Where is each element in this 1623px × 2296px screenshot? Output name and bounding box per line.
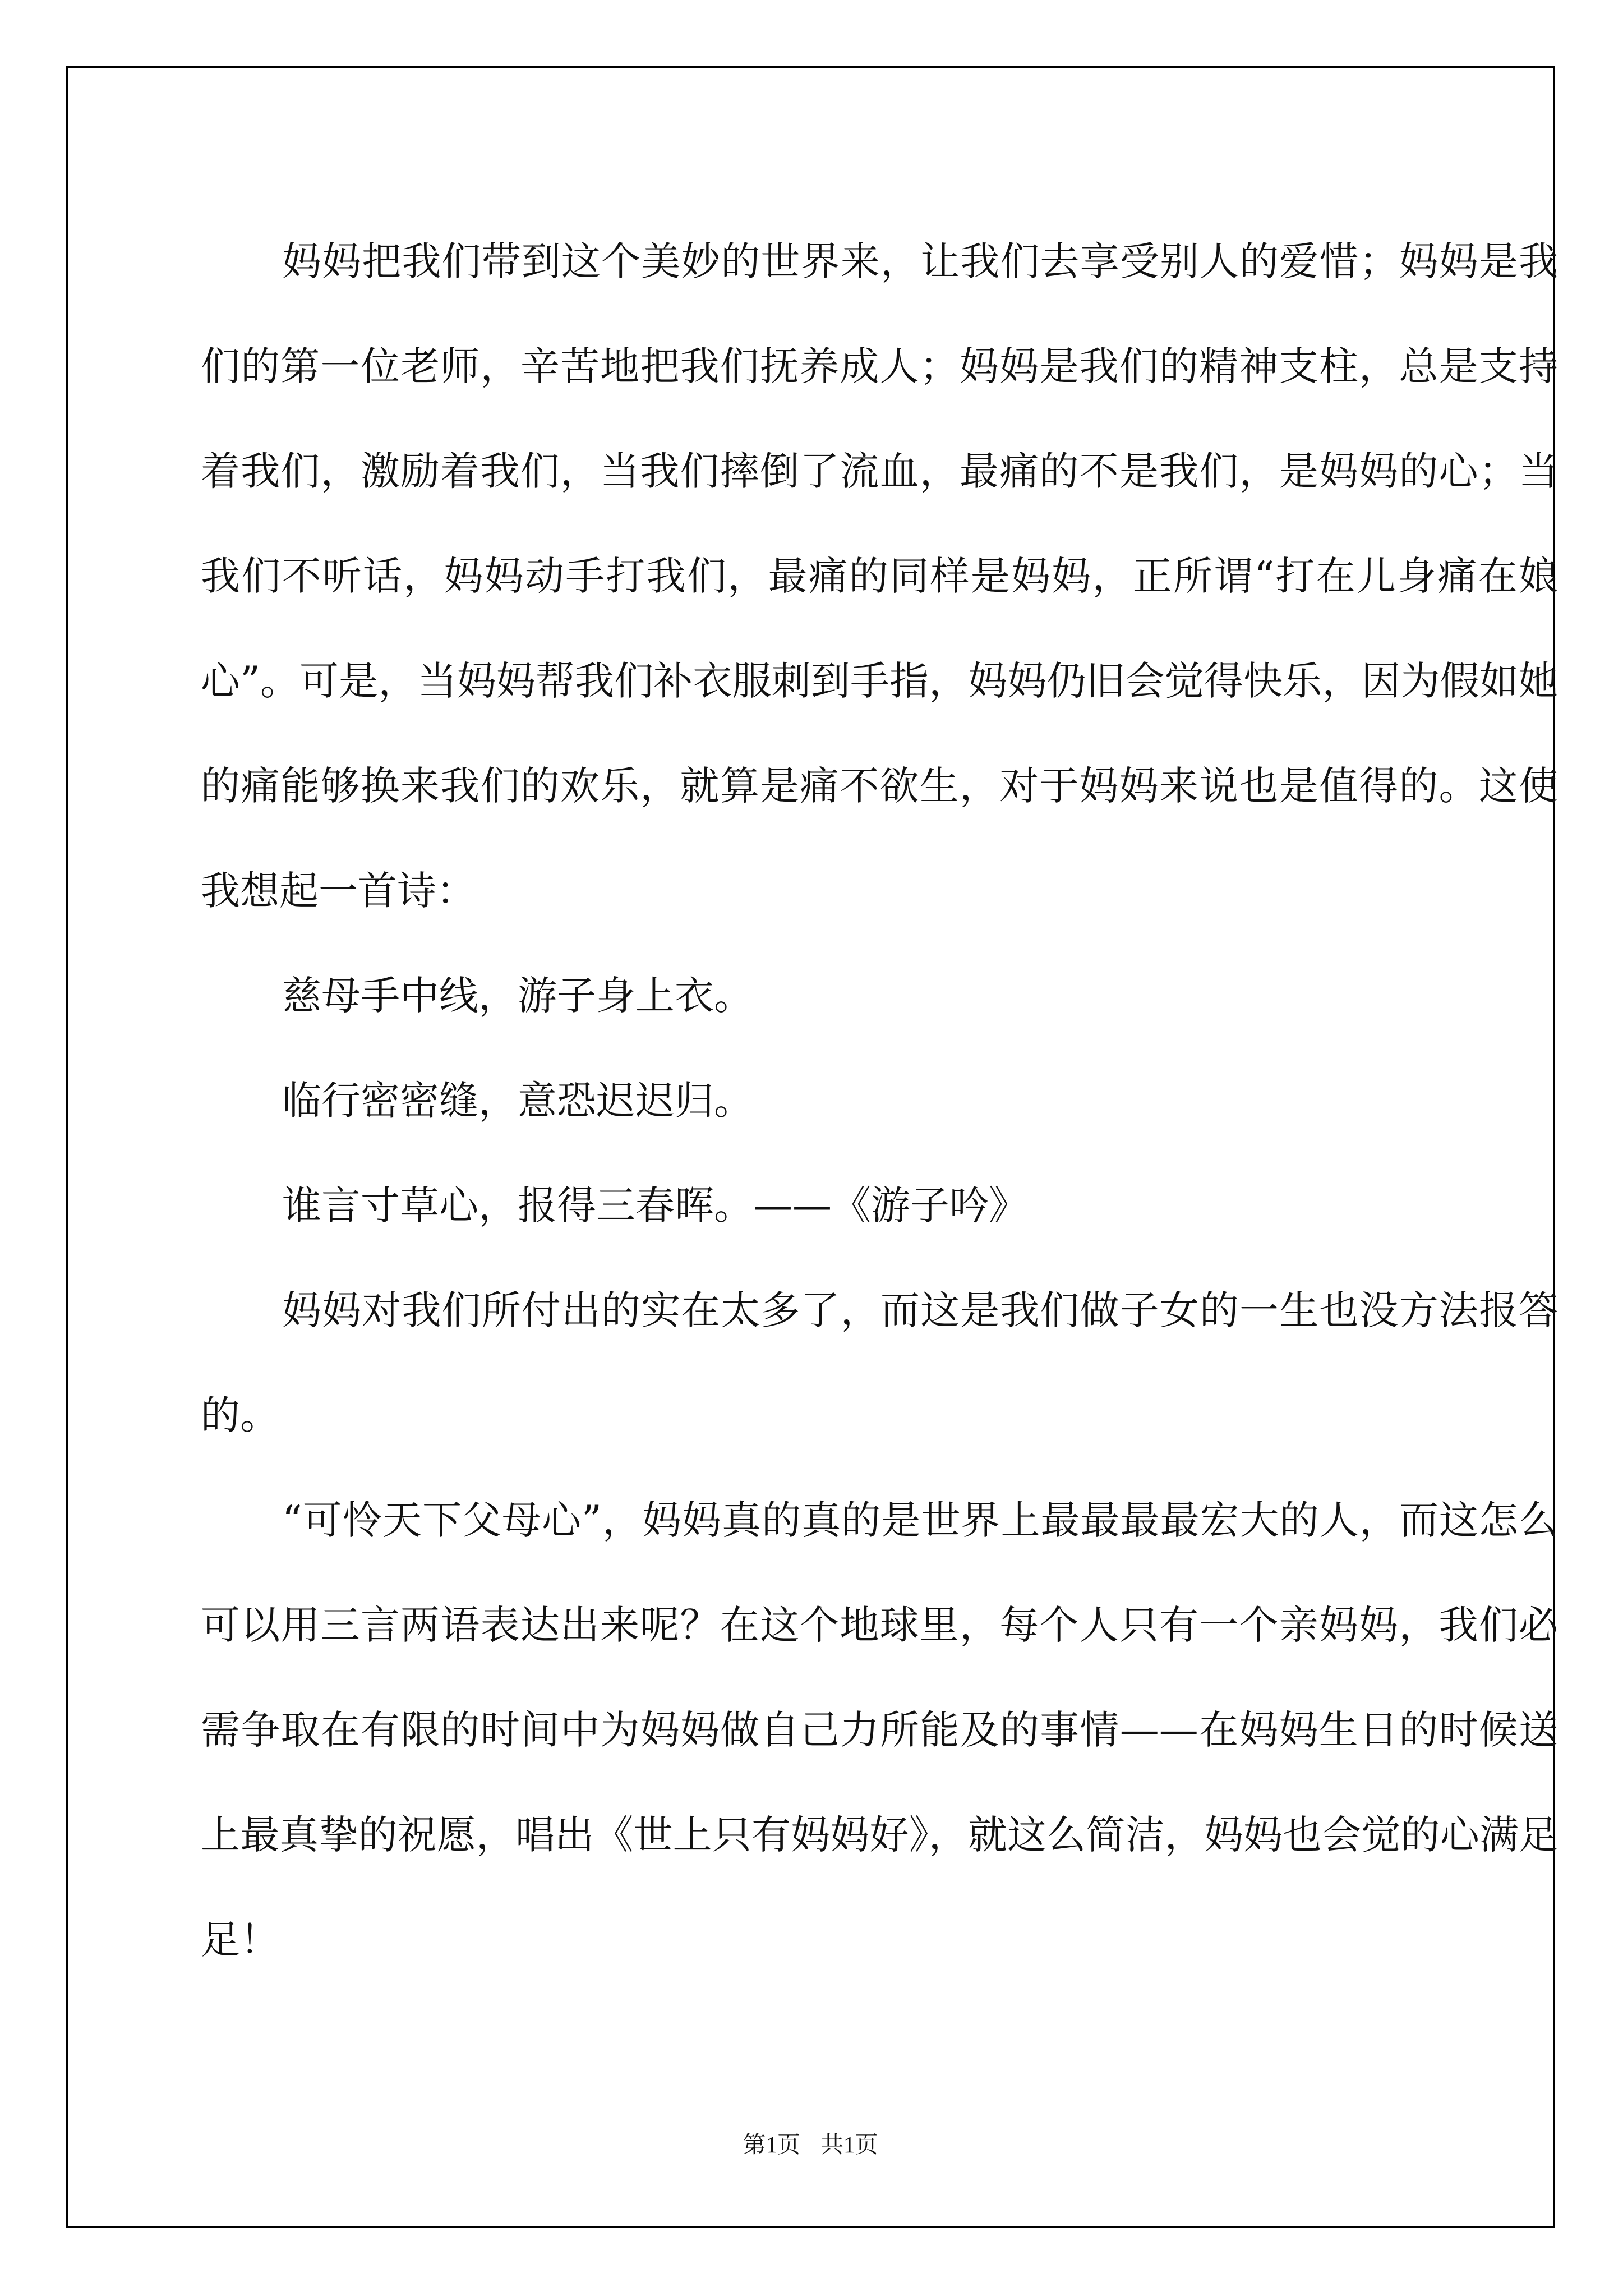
paragraph-conclusion: “可怜天下父母心”，妈妈真的真的是世界上最最最最宏大的人，而这怎么可以用三言两语表达出来呢？在这个地球里，每个人只有一个亲妈妈，我们必需争取在有限的时间中为妈妈做自己力所能及的事情——在妈妈生日的时候送上最真挚的祝愿，唱出《世上只有妈妈好》，就这么简洁，妈妈也会觉的心满足足！: [201, 1497, 1558, 1963]
document-page: [66, 66, 1558, 2228]
document-body: [201, 209, 1558, 1993]
page-number: 第1页: [743, 2132, 800, 2157]
page-total: 共1页: [820, 2132, 878, 2157]
poem-line-3: 谁言寸草心，报得三春晖。——《游子吟》: [282, 1182, 1028, 1228]
paragraph-intro: 妈妈把我们带到这个美妙的世界来，让我们去享受别人的爱惜；妈妈是我们的第一位老师，辛苦地把我们抚养成人；妈妈是我们的精神支柱，总是支持着我们，激励着我们，当我们摔倒了流血，最痛的不是我们，是妈妈的心；当我们不听话，妈妈动手打我们，最痛的同样是妈妈，正所谓“打在儿身痛在娘心”。可是，当妈妈帮我们补衣服刺到手指，妈妈仍旧会觉得快乐，因为假如她的痛能够换来我们的欢乐，就算是痛不欲生，对于妈妈来说也是值得的。这使我想起一首诗：: [201, 238, 1558, 914]
poem-line-2: 临行密密缝，意恐迟迟归。: [282, 1078, 753, 1124]
page-footer: [68, 2126, 1553, 2159]
paragraph-gratitude: 妈妈对我们所付出的实在太多了，而这是我们做子女的一生也没方法报答的。: [201, 1287, 1558, 1438]
poem-line-1: 慈母手中线，游子身上衣。: [282, 973, 753, 1019]
